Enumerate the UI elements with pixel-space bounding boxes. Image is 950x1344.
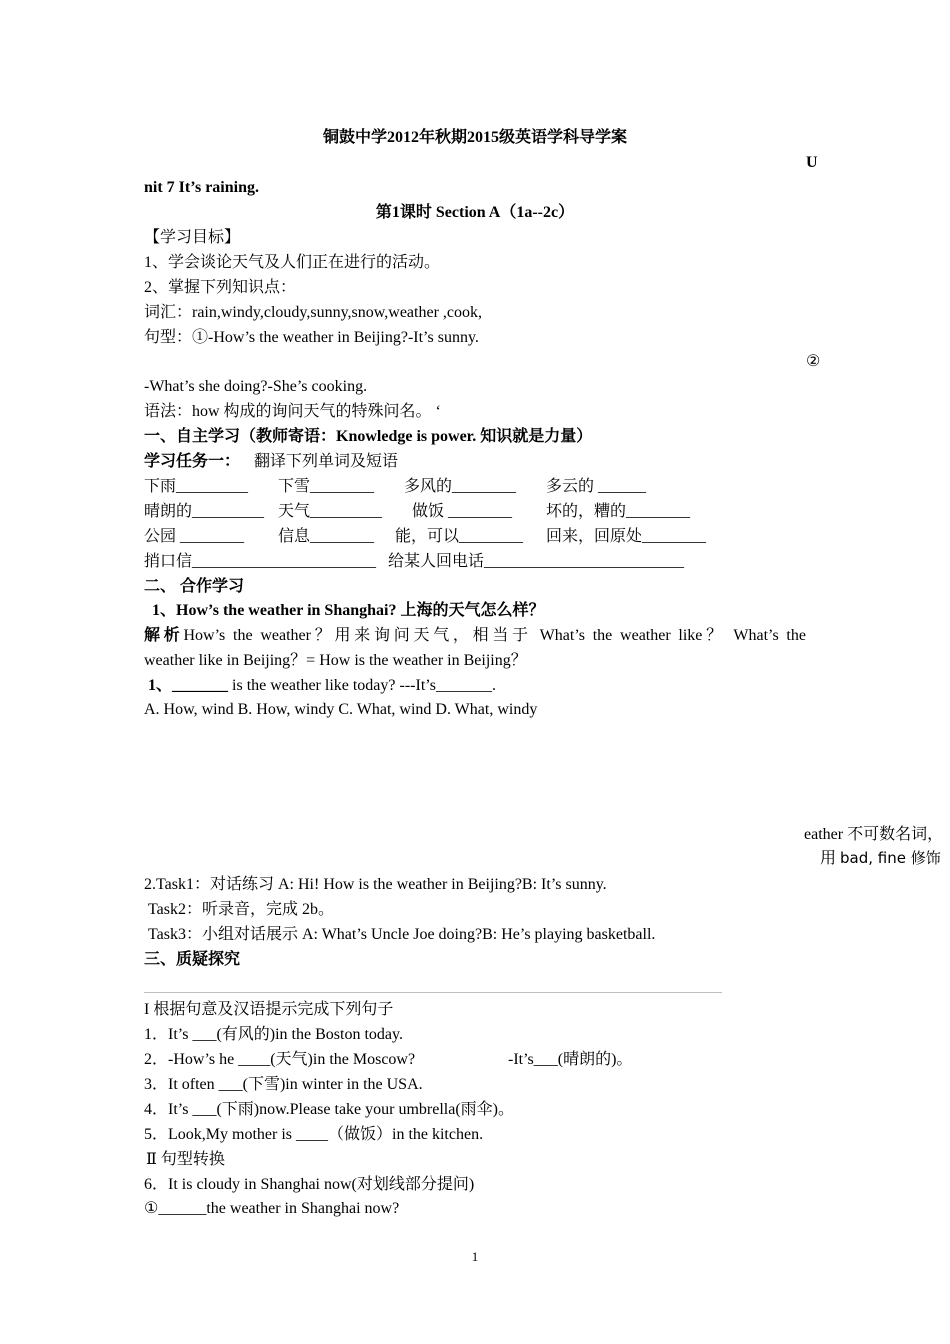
analysis-text: How’s the weather？用来询问天气，相当于 What’s the weather like？ What’s the [183, 627, 806, 644]
vocab-blank: 公园 ________ [144, 528, 245, 545]
grammar-line: 语法：how 构成的询问天气的特殊问名。 ‘ [144, 403, 441, 420]
section-1-heading: 一、自主学习（教师寄语：Knowledge is power. 知识就是力量） [144, 428, 593, 445]
objective-1: 1、学会谈论天气及人们正在进行的活动。 [144, 254, 441, 271]
sentence-2-answer: -It’s___(晴朗的)。 [508, 1051, 633, 1068]
task-1-line [144, 454, 398, 470]
sentence-3: 3．It often ___(下雪)in winter in the USA. [144, 1076, 423, 1093]
unit-title: nit 7 It’s raining. [144, 179, 259, 196]
exercise-1-options: A. How, wind B. How, windy C. What, wind D. What, windy [144, 701, 538, 718]
task-3-group: Task3：小组对话展示 A: What’s Uncle Joe doing?B: He’s playing basketball. [148, 926, 656, 943]
vocab-blank: 晴朗的_________ [144, 503, 265, 520]
vocabulary-line: 词汇：rain,windy,cloudy,sunny,snow,weather ,cook, [144, 304, 483, 321]
unit-title-initial: U [806, 154, 818, 171]
task-1-label: 学习任务一： [144, 453, 241, 470]
section-2-heading: 二、 合作学习 [144, 578, 245, 595]
vocab-blank: 坏的，糟的________ [546, 503, 691, 520]
side-note-line-1: eather 不可数名词， [804, 826, 944, 843]
objective-2: 2、掌握下列知识点： [144, 279, 297, 296]
vocab-blank: 下雪________ [278, 478, 375, 495]
part-2-heading: Ⅱ 句型转换 [146, 1151, 225, 1168]
sentence-6: 6．It is cloudy in Shanghai now(对划线部分提问) [144, 1176, 475, 1193]
exercise-1-blank: _______ [172, 677, 229, 694]
task-2-listening: Task2：听录音，完成 2b。 [148, 901, 334, 918]
vocab-blank: 捎口信_______________________ [144, 553, 377, 570]
sentence-5: 5．Look,My mother is ____（做饭）in the kitchen. [144, 1126, 484, 1143]
sentence-2: 2．-How’s he ____(天气)in the Moscow? [144, 1051, 416, 1068]
sentence-4: 4．It’s ___(下雨)now.Please take your umbrella(雨伞)。 [144, 1101, 514, 1118]
analysis-line-1 [144, 628, 806, 644]
vocab-blank: 多云的 ______ [546, 478, 647, 495]
question-1: 1、How’s the weather in Shanghai? 上海的天气怎么样？ [152, 602, 545, 619]
page-number: 1 [471, 1249, 479, 1264]
sentence-pattern-2: -What’s she doing?-She’s cooking. [144, 378, 368, 395]
vocab-blank: 能，可以________ [395, 528, 524, 545]
exercise-1-number: 1、 [148, 677, 173, 694]
section-3-heading: 三、质疑探究 [144, 951, 241, 968]
analysis-label: 解析 [144, 627, 184, 644]
lesson-title: 第1课时 Section A（1a--2c） [375, 204, 575, 221]
side-note-text: bad, fine 修饰 [840, 849, 941, 867]
vocab-blank: 信息________ [278, 528, 375, 545]
exercise-1-text: is the weather like today? ---It’s_______. [228, 677, 496, 694]
side-note-prefix: 用 [820, 850, 841, 867]
sentence-1: 1．It’s ___(有风的)in the Boston today. [144, 1026, 403, 1043]
sentence-6-answer: ①______the weather in Shanghai now? [144, 1200, 400, 1217]
page-title: 铜鼓中学2012年秋期2015级英语学科导学案 [322, 129, 627, 146]
vocab-blank: 做饭 ________ [412, 503, 513, 520]
sentence-pattern-1: 句型：①-How’s the weather in Beijing?-It’s sunny. [144, 329, 479, 346]
vocab-blank: 天气_________ [278, 503, 383, 520]
exercise-1 [148, 678, 496, 694]
part-1-heading: I 根据句意及汉语提示完成下列句子 [144, 1001, 394, 1018]
objectives-heading: 【学习目标】 [144, 229, 241, 246]
vocab-blank: 下雨_________ [144, 478, 249, 495]
task-1-text: 翻译下列单词及短语 [254, 453, 399, 470]
vocab-blank: 给某人回电话_________________________ [388, 553, 685, 570]
vocab-blank: 回来，回原处________ [546, 528, 707, 545]
divider-line [144, 992, 722, 993]
vocab-blank: 多风的________ [404, 478, 517, 495]
analysis-line-2: weather like in Beijing？= How is the weather in Beijing？ [144, 652, 527, 669]
circled-number-2: ② [806, 353, 821, 370]
side-note-line-2 [820, 851, 941, 867]
task-1-dialogue: 2.Task1：对话练习 A: Hi! How is the weather in Beijing?B: It’s sunny. [144, 876, 607, 893]
